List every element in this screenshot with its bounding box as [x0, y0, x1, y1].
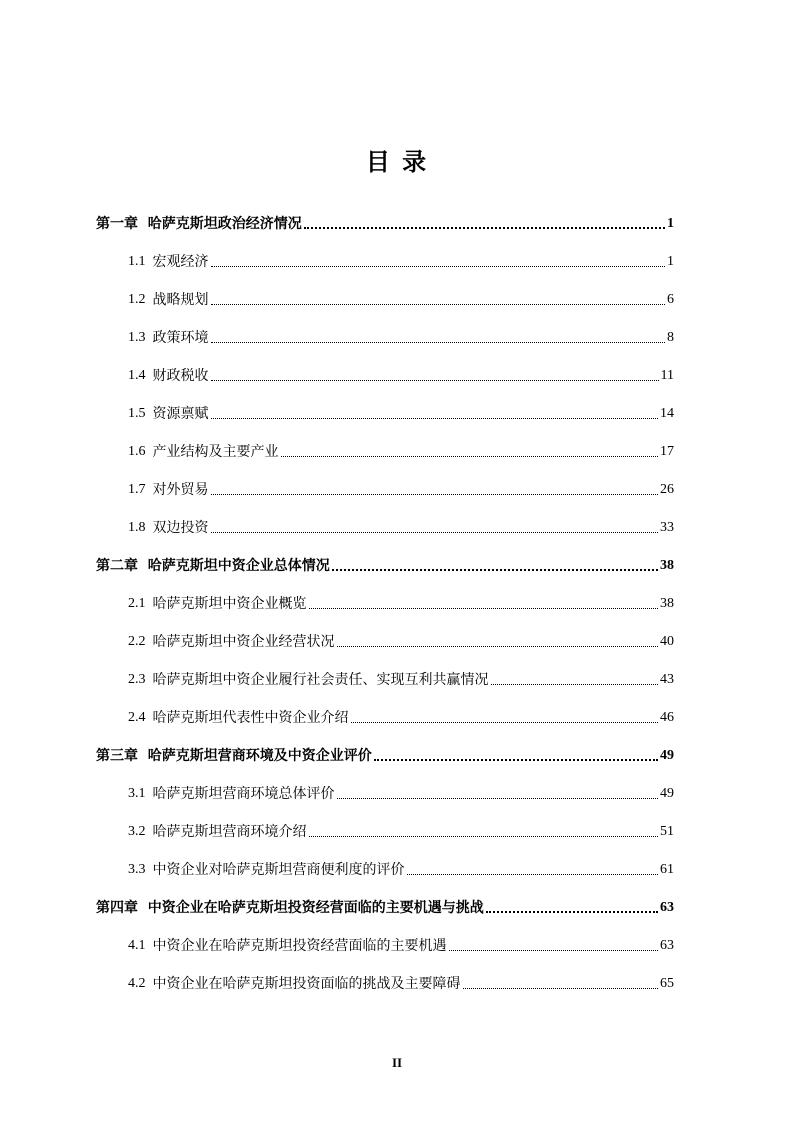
toc-entry-title: 哈萨克斯坦政治经济情况: [147, 216, 302, 232]
toc-chapter-entry[interactable]: [96, 210, 674, 234]
toc-entry-number: 1.5: [128, 406, 153, 421]
toc-entry-number: 3.1: [128, 786, 153, 801]
toc-entry-page-number: 38: [660, 596, 674, 611]
toc-entry-number: 4.1: [128, 938, 153, 953]
toc-section-entry[interactable]: [96, 818, 674, 842]
dot-leader: [211, 265, 666, 267]
toc-entry-title: 哈萨克斯坦营商环境总体评价: [152, 786, 335, 802]
dot-leader: [351, 721, 659, 723]
toc-entry-title: 哈萨克斯坦营商环境介绍: [152, 824, 307, 840]
toc-section-entry[interactable]: [96, 666, 674, 690]
toc-section-entry[interactable]: [96, 932, 674, 956]
toc-entry-number: 1.4: [128, 368, 153, 383]
toc-section-entry[interactable]: [96, 286, 674, 310]
dot-leader: [463, 987, 659, 989]
toc-entry-number: 第一章: [96, 216, 148, 232]
toc-entry-number: 第三章: [96, 748, 148, 764]
toc-entry-number: 1.7: [128, 482, 153, 497]
toc-entry-number: 1.3: [128, 330, 153, 345]
dot-leader: [337, 645, 659, 647]
toc-entry-title: 中资企业在哈萨克斯坦投资经营面临的主要机遇与挑战: [147, 900, 484, 916]
toc-entry-page-number: 40: [660, 634, 674, 649]
toc-entry-title: 哈萨克斯坦中资企业履行社会责任、实现互利共赢情况: [152, 672, 489, 688]
toc-entry-page-number: 6: [667, 292, 674, 307]
toc-section-entry[interactable]: [96, 400, 674, 424]
dot-leader: [211, 531, 659, 533]
dot-leader: [407, 873, 659, 875]
toc-entry-page-number: 1: [667, 216, 674, 231]
toc-entry-page-number: 8: [667, 330, 674, 345]
toc-entry-page-number: 49: [660, 786, 674, 801]
toc-entry-number: 2.3: [128, 672, 153, 687]
toc-entry-number: 3.2: [128, 824, 153, 839]
dot-leader: [486, 910, 658, 913]
toc-entry-page-number: 1: [667, 254, 674, 269]
toc-entry-number: 2.2: [128, 634, 153, 649]
toc-entry-number: 4.2: [128, 976, 153, 991]
toc-entry-number: 1.1: [128, 254, 153, 269]
toc-section-entry[interactable]: [96, 438, 674, 462]
toc-entry-page-number: 61: [660, 862, 674, 877]
toc-entry-page-number: 49: [660, 748, 674, 763]
dot-leader: [309, 835, 659, 837]
toc-entry-page-number: 43: [660, 672, 674, 687]
toc-section-entry[interactable]: [96, 476, 674, 500]
toc-section-entry[interactable]: [96, 628, 674, 652]
toc-entry-title: 宏观经济: [152, 254, 209, 270]
toc-entry-title: 哈萨克斯坦中资企业经营状况: [152, 634, 335, 650]
dot-leader: [211, 303, 666, 305]
toc-entry-number: 2.1: [128, 596, 153, 611]
toc-entry-page-number: 51: [660, 824, 674, 839]
dot-leader: [211, 341, 666, 343]
toc-entry-title: 哈萨克斯坦中资企业概览: [152, 596, 307, 612]
toc-section-entry[interactable]: [96, 324, 674, 348]
dot-leader: [309, 607, 659, 609]
toc-section-entry[interactable]: [96, 514, 674, 538]
toc-entry-number: 2.4: [128, 710, 153, 725]
toc-section-entry[interactable]: [96, 248, 674, 272]
toc-entry-page-number: 33: [660, 520, 674, 535]
dot-leader: [304, 226, 665, 229]
dot-leader: [449, 949, 659, 951]
toc-entry-page-number: 63: [660, 900, 674, 915]
toc-entry-number: 第二章: [96, 558, 148, 574]
dot-leader: [491, 683, 659, 685]
toc-section-entry[interactable]: [96, 362, 674, 386]
dot-leader: [332, 568, 658, 571]
toc-entry-number: 1.6: [128, 444, 153, 459]
toc-entry-page-number: 17: [660, 444, 674, 459]
toc-entry-number: 3.3: [128, 862, 153, 877]
toc-entry-title: 政策环境: [152, 330, 209, 346]
toc-entry-title: 战略规划: [152, 292, 209, 308]
toc-entry-page-number: 46: [660, 710, 674, 725]
page-number: II: [391, 1055, 403, 1070]
dot-leader: [211, 379, 659, 381]
dot-leader: [337, 797, 659, 799]
toc-entry-title: 财政税收: [152, 368, 209, 384]
toc-chapter-entry[interactable]: [96, 552, 674, 576]
toc-section-entry[interactable]: [96, 590, 674, 614]
toc-entry-title: 哈萨克斯坦代表性中资企业介绍: [152, 710, 349, 726]
toc-entry-title: 对外贸易: [152, 482, 209, 498]
toc-section-entry[interactable]: [96, 856, 674, 880]
toc-entry-title: 中资企业对哈萨克斯坦营商便利度的评价: [152, 862, 405, 878]
toc-entry-number: 1.8: [128, 520, 153, 535]
toc-entry-page-number: 65: [660, 976, 674, 991]
dot-leader: [374, 758, 658, 761]
toc-entry-number: 第四章: [96, 900, 148, 916]
toc-entry-page-number: 38: [660, 558, 674, 573]
dot-leader: [281, 455, 659, 457]
page-title: 目 录: [365, 148, 429, 176]
toc-entry-title: 双边投资: [152, 520, 209, 536]
toc-entry-number: 1.2: [128, 292, 153, 307]
toc-entry-page-number: 63: [660, 938, 674, 953]
toc-entry-title: 中资企业在哈萨克斯坦投资面临的挑战及主要障碍: [152, 976, 461, 992]
toc-chapter-entry[interactable]: [96, 742, 674, 766]
toc-entry-title: 产业结构及主要产业: [152, 444, 279, 460]
toc-entry-title: 哈萨克斯坦营商环境及中资企业评价: [147, 748, 372, 764]
toc-entry-page-number: 14: [660, 406, 674, 421]
toc-entry-title: 哈萨克斯坦中资企业总体情况: [147, 558, 330, 574]
toc-entry-page-number: 11: [660, 368, 674, 383]
dot-leader: [211, 417, 659, 419]
toc-section-entry[interactable]: [96, 970, 674, 994]
toc-section-entry[interactable]: [96, 780, 674, 804]
toc-chapter-entry[interactable]: [96, 894, 674, 918]
toc-section-entry[interactable]: [96, 704, 674, 728]
toc-entry-page-number: 26: [660, 482, 674, 497]
dot-leader: [211, 493, 659, 495]
toc-entry-title: 中资企业在哈萨克斯坦投资经营面临的主要机遇: [152, 938, 447, 954]
toc-entry-title: 资源禀赋: [152, 406, 209, 422]
